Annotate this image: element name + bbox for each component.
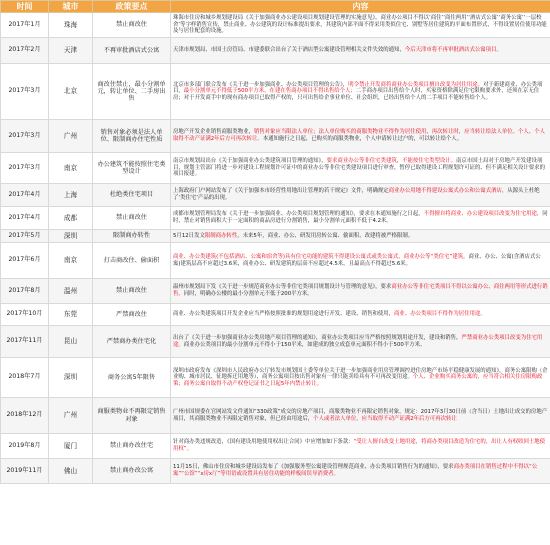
content-highlight: 最小分割单元不得低于500平方米，在建在售商办项目不得出售给个人；	[183, 88, 356, 95]
cell-policy-point: 商改住禁止，最小分割单元，转让单位、二手房出售	[93, 64, 171, 120]
content-text: 北京市多部门联合发布《关于进一步加强商业、办公类项目管理的公告》，	[173, 81, 349, 88]
content-text: 二手商办项目出售给个人时，买家资格除满足住宅限购要求外，还须在京无住房；对于开发商手中的现有商办项目已取得产权的，只可出售给企事业单位、社会组织，已经出售给个人的二手项目不能转售给个人。	[173, 88, 540, 101]
table-row	[1, 38, 550, 64]
content-text: 对于新建商业、办公类项目，	[173, 81, 543, 95]
content-highlight: 明令禁止开发商将商业办公类项目擅自改变为居住用途。	[348, 81, 483, 88]
content-highlight: 销售对象应当限法人单位；法人单位购买的商服类物业不得作为居住使用，再次转让时，应当转让给法人单位。个人、个人取得不动产证满2年后方可再次转让。	[173, 129, 545, 142]
cell-policy-point: 严禁商改住	[93, 304, 171, 326]
cell-time: 2018年7月	[1, 358, 49, 398]
cell-content	[171, 459, 550, 484]
cell-city: 珠海	[49, 13, 93, 38]
cell-time: 2018年12月	[1, 398, 49, 434]
cell-city: 昆山	[49, 326, 93, 358]
cell-time: 2019年11月	[1, 459, 49, 484]
cell-content	[171, 243, 550, 279]
table-row	[1, 243, 550, 279]
cell-time: 2017年3月	[1, 120, 49, 153]
header-policy-point: 政策要点	[93, 1, 171, 13]
content-text: ，未来5年，商业、办公、研发用房转公寓、偷面积、改建将被严格限制。	[237, 232, 414, 239]
content-text: 珠海市住房和城乡规划建设局《关于加强商业办公建设项目规划建设管理的实施意见》，商业办公项目不得以‘商住’‘商住两用’‘酒店式公寓’‘商务公寓’‘一层校舍’等字样销售宣传，禁止商业、办公建筑的设计标准提出要求，其建筑内部平面不得采用类似住宅、别墅等居住建筑的平面布置形式，不得设置居住使用功能及与居住配套的设施。	[173, 15, 547, 35]
cell-city: 广州	[49, 120, 93, 153]
cell-content	[171, 120, 550, 153]
cell-policy-point: 限制商办转性	[93, 230, 171, 243]
content-highlight: 限制商办转性	[204, 232, 238, 239]
cell-city: 上海	[49, 184, 93, 207]
cell-city: 深圳	[49, 230, 93, 243]
cell-policy-point: 禁止商改住	[93, 207, 171, 230]
cell-policy-point: 销售对象必须是法人单位、限制商办住宅性质	[93, 120, 171, 153]
content-text: 11月15日，佛山市住房和城乡建设局发布了《加强服务型公寓建设管理规范商业、办公类项目销售行为的通知》，要求	[173, 464, 454, 471]
table-row	[1, 398, 550, 434]
cell-policy-point: 禁止商办改住宅	[93, 434, 171, 459]
content-text: 同时，禁止对销售面积大于一定面积的商品房进行分割销售，最小分割单元面积不低于4.2米。	[173, 211, 548, 224]
content-highlight: 不得擅自将商业、办公建设项目改变为住宅用途，	[423, 211, 543, 218]
cell-city: 南京	[49, 153, 93, 184]
cell-content	[171, 64, 550, 120]
cell-time: 2017年2月	[1, 38, 49, 64]
cell-policy-point: 严禁商办类住宅化	[93, 326, 171, 358]
cell-policy-point: 杜绝类住宅项目	[93, 184, 171, 207]
cell-content	[171, 153, 550, 184]
content-highlight: 今后天津市将不再审批酒店式公寓项目。	[404, 47, 502, 54]
content-text: 南京市国土局对于房地产开发建设项目，规划主管部门将进一步对建设工程规划许可证中的商业办公等非住宅类建设项目进行审查，暂停已取得建设工程规划许可证的、但不满足相关设计要求的项目报建。	[173, 158, 545, 178]
content-highlight: “受让人擅自改变土地用途，将商办类项目改造为住宅的，出让人有权收回土地使用权”。	[173, 439, 546, 452]
cell-time: 2017年4月	[1, 184, 49, 207]
content-text: 南京市规划局出台《关于加强商业办公类建筑项目管理的通知》，	[173, 158, 327, 165]
content-text: 温州市规划局下发《关于进一步规范商业办公等非住宅类项目规划设计与管理的意见》，要求	[173, 284, 392, 291]
cell-time: 2017年6月	[1, 243, 49, 279]
content-highlight: 商业、办公类建筑(不包括酒店、公寓和宿舍等)具有住宅功能的建筑不得建设公寓式或类公寓式，商业办公等“类住宅”建筑。	[173, 253, 469, 260]
cell-city: 北京	[49, 64, 93, 120]
cell-content	[171, 398, 550, 434]
cell-policy-point: 打击商改住、偷面积	[93, 243, 171, 279]
cell-time: 2019年8月	[1, 434, 49, 459]
cell-city: 厦门	[49, 434, 93, 459]
table-row	[1, 326, 550, 358]
content-text: 商业办公类项目的最小分割单元不得小于150平米，如建成的独立成套单元面积不得小于500平方米。	[183, 341, 426, 348]
content-text: 5月12日发文	[173, 232, 205, 239]
cell-content	[171, 304, 550, 326]
cell-content	[171, 38, 550, 64]
cell-policy-point: 禁止商办改公寓	[93, 459, 171, 484]
content-text: 针对商办类违规改造，《国有建设用地使用权出让合同》中应增加如下条款：	[173, 439, 354, 446]
cell-time: 2017年11月	[1, 326, 49, 358]
table-row	[1, 358, 550, 398]
cell-content	[171, 326, 550, 358]
cell-policy-point: 办公建筑不能按照住宅类型设计	[93, 153, 171, 184]
header-time: 时间	[1, 1, 49, 13]
cell-time: 2017年3月	[1, 153, 49, 184]
content-text: 天津市规划局、市国土房管局、市建委联合出台了关于酒店型公寓建设管理相关文件失效的通知，	[173, 47, 405, 54]
cell-city: 东莞	[49, 304, 93, 326]
header-content: 内容	[171, 1, 550, 13]
content-highlight: 个人或者法人单位，应当取得不动产证满2年后方可再次转让	[313, 415, 457, 422]
content-highlight: 个人、企业购买商务公寓的，应当符合相关住房限购政策；商务公寓自取得不动产权登记证书之日起5年内禁止转让。	[173, 374, 543, 387]
content-text: 从源头上杜绝了‘类住宅’产品的出现。	[173, 188, 540, 201]
cell-content	[171, 207, 550, 230]
content-highlight: 商业办公用地不得建设公寓式办公和公寓式酒店，	[388, 188, 508, 195]
cell-content	[171, 230, 550, 243]
content-text: 商业、办公、公寓(含酒店式公寓)建筑层高不应超过3.6米，商业办公、研发建筑的层高不应超过4.5米，且最高点不得超过5.6米。	[173, 253, 541, 267]
content-text: 同时，明确办公楼的最小分割单元不低于200平方米。	[183, 291, 313, 297]
cell-city: 佛山	[49, 459, 93, 484]
table-row	[1, 207, 550, 230]
header-row	[1, 1, 550, 13]
header-city: 城市	[49, 1, 93, 13]
cell-city: 成都	[49, 207, 93, 230]
cell-policy-point: 禁止商改住	[93, 279, 171, 304]
table-row	[1, 184, 550, 207]
cell-content	[171, 279, 550, 304]
table-row	[1, 459, 550, 484]
table-row	[1, 64, 550, 120]
content-text: 商业、办公类建筑项目开发企业应当严格按照批准的规划用途进行开发、建设、销售和使用，	[173, 311, 395, 318]
cell-time: 2017年4月	[1, 207, 49, 230]
cell-content	[171, 184, 550, 207]
cell-time: 2017年10月	[1, 304, 49, 326]
cell-policy-point: 不再审批酒店式公寓	[93, 38, 171, 64]
content-text: 成都市规划管理局发布《关于进一步加强商业、办公类项目规划管理的通知》，要求在本通知施行之日起，	[173, 211, 424, 218]
cell-content	[171, 434, 550, 459]
cell-city: 温州	[49, 279, 93, 304]
cell-time: 2017年5月	[1, 230, 49, 243]
content-text: 上海政府门户网站发布了《关于加强本市经营性用地出让管理的若干规定》文件，明确规定	[173, 188, 389, 195]
content-highlight: 商业、办公类项目不得作为居住用途。	[394, 311, 486, 318]
content-text: 广州市国规委在官网站发文件通知“330政策”成交的房地产项目，商服类物业不再限定销售对象，规定：2017年3月30日前（含当日）土地出让成交的房地产项目，其商服类物业不再限定销售对象，但已经由用途后，	[173, 408, 548, 422]
cell-time: 2017年8月	[1, 279, 49, 304]
cell-city: 天津	[49, 38, 93, 64]
table-row	[1, 434, 550, 459]
cell-time: 2017年3月	[1, 64, 49, 120]
content-text: 本通知施行之日起，已购买的商服类物业，个人申请转让过户的，可以转让给个人。	[262, 136, 463, 142]
content-highlight: 商业办公等非住宅类项目不得以公寓办公、商住两用等形式进行销售。	[173, 284, 548, 297]
cell-city: 广州	[49, 398, 93, 434]
table-row	[1, 279, 550, 304]
table-row	[1, 120, 550, 153]
cell-city: 南京	[49, 243, 93, 279]
cell-policy-point: 商服类物业不再限定销售对象	[93, 398, 171, 434]
table-row	[1, 153, 550, 184]
cell-policy-point: 禁止商改住	[93, 13, 171, 38]
cell-policy-point: 商务公寓5年限售	[93, 358, 171, 398]
content-text: 房地产开发企业销售商服类物业，	[173, 129, 254, 136]
table-row	[1, 304, 550, 326]
content-highlight: 严禁商业办公类项目改变为住宅用途。	[173, 334, 543, 348]
cell-city: 深圳	[49, 358, 93, 398]
content-text: 深圳市政府发布《深圳市人民政府办公厅转发市规划国土委等单位关于进一步加强商业用房管理调控进住房地产市场平稳健康发展的通知》，商务公寓限购（企业购、城市居民、征地拆迁用地等），商务公寓项目按出售对象有一律只能卖给具有不可再改变用途。	[173, 367, 548, 381]
content-text: 出台了《关于进一步加强商业办公类房地产项目管理的通知》，商业办公类项目应当严格按照规划用途开发，建设和销售，	[173, 334, 462, 341]
content-highlight: 商办类项目在销售过程中不得以“公寓”“公馆”“x房x厅”等用语或设置具有居住功能的样板间误导消费者。	[173, 464, 538, 477]
table-row	[1, 13, 550, 38]
content-highlight: 要求商业办公等非住宅类建筑，不能按住宅类型设计。	[326, 158, 457, 165]
table-row	[1, 230, 550, 243]
cell-content	[171, 358, 550, 398]
cell-time: 2017年1月	[1, 13, 49, 38]
cell-content	[171, 13, 550, 38]
